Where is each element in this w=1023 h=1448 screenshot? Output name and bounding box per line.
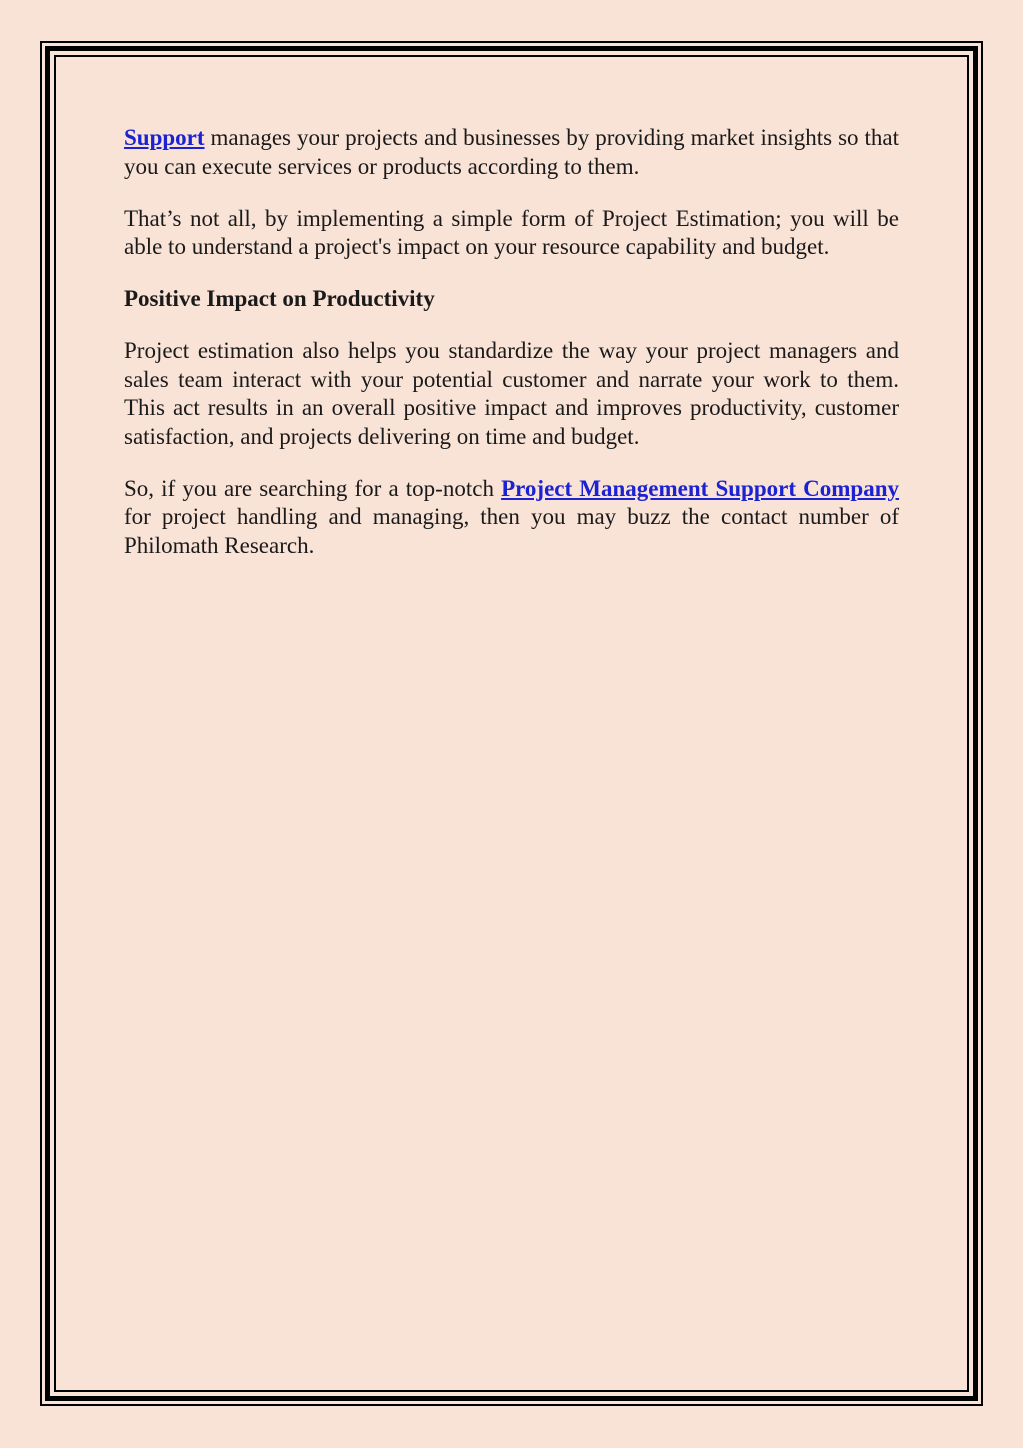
paragraph-intro-text: manages your projects and businesses by providing market insights so that you can execute services or products according to them. xyxy=(124,125,899,179)
document-body xyxy=(124,124,899,584)
project-management-support-company-link[interactable]: Project Management Support Company xyxy=(501,475,900,501)
paragraph-intro xyxy=(124,124,899,181)
paragraph-cta-text-before: So, if you are searching for a top-notch xyxy=(124,475,502,501)
paragraph-estimation: That’s not all, by implementing a simple form of Project Estimation; you will be able to understand a project's impact on your resource capability and budget. xyxy=(124,205,899,259)
section-heading: Positive Impact on Productivity xyxy=(124,286,435,311)
paragraph-cta-text-after: for project handling and managing, then you may buzz the contact number of Philomath Research. xyxy=(124,504,899,558)
paragraph-cta xyxy=(124,475,899,561)
paragraph-productivity: Project estimation also helps you standardize the way your project managers and sales team interact with your potential customer and narrate your work to them. This act results in an overall positive impact and improves productivity, customer satisfaction, and projects delivering on time and budget. xyxy=(124,338,899,449)
support-link[interactable]: Support xyxy=(124,125,205,150)
